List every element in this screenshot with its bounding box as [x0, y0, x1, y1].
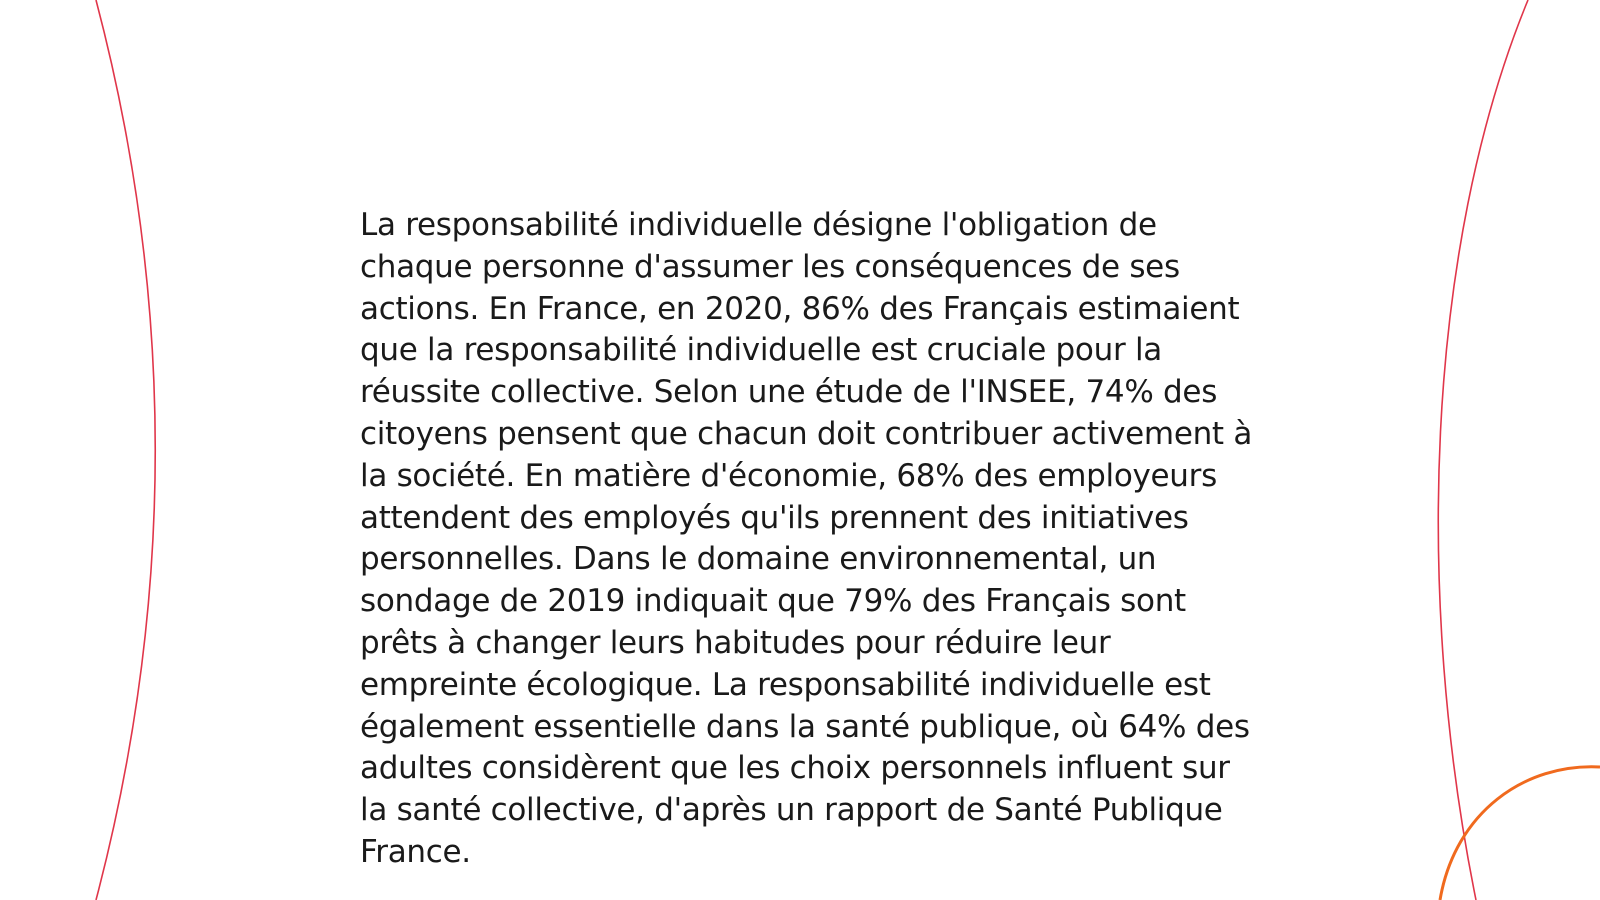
right-curve	[1438, 0, 1528, 900]
left-curve	[96, 0, 155, 900]
body-paragraph: La responsabilité individuelle désigne l'obligation de chaque personne d'assumer les conséquences de ses actions. En France, en 2020, 86% des Français estimaient que la responsabilité individuelle est cruciale pour la réussite collective. Selon une étude de l'INSEE, 74% des citoyens pensent que chacun doit contribuer activement à la société. En matière d'économie, 68% des employeurs attendent des employés qu'ils prennent des initiatives personnelles. Dans le domaine environnemental, un sondage de 2019 indiquait que 79% des Français sont prêts à changer leurs habitudes pour réduire leur empreinte écologique. La responsabilité individuelle est également essentielle dans la santé publique, où 64% des adultes considèrent que les choix personnels influent sur la santé collective, d'après un rapport de Santé Publique France.	[360, 207, 1253, 870]
